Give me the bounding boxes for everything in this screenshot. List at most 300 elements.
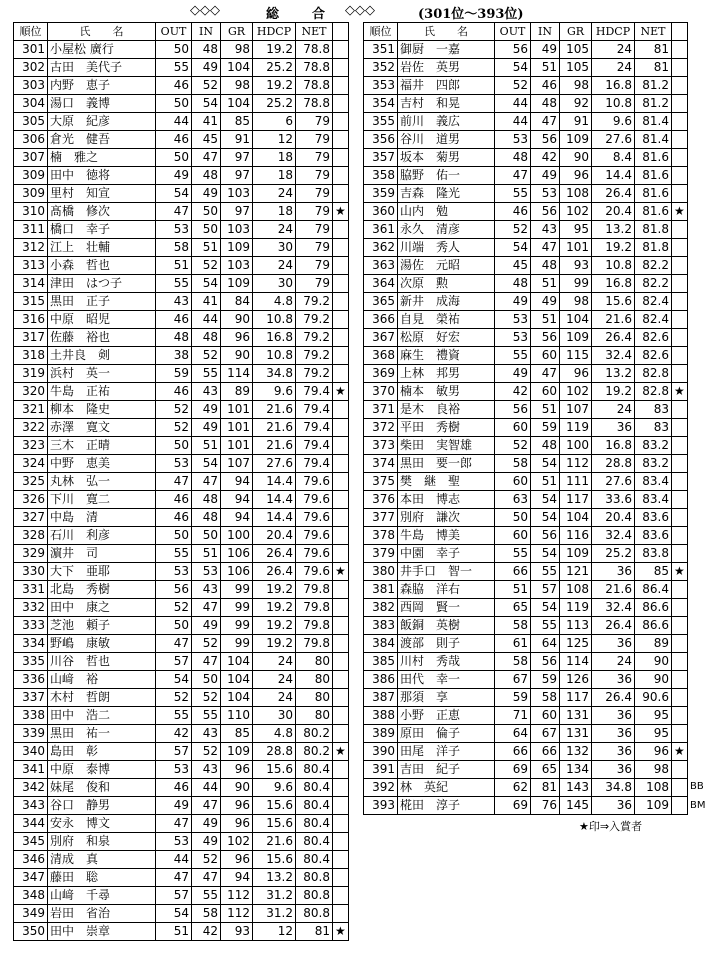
cell-net: 80.4 [296,761,333,779]
cell-name: 楠 雅之 [48,149,156,167]
cell-net: 79.8 [296,617,333,635]
cell-in: 66 [531,743,560,761]
cell-name: 丸林 弘一 [48,473,156,491]
cell-gr: 145 [560,797,592,815]
cell-name: 清成 真 [48,851,156,869]
table-row [14,59,349,77]
cell-name: 中島 清 [48,509,156,527]
cell-in: 51 [531,59,560,77]
cell-net: 79 [296,203,333,221]
cell-in: 50 [192,203,221,221]
cell-rank: 351 [364,41,398,59]
cell-rank: 326 [14,491,48,509]
cell-out: 48 [495,149,531,167]
cell-prize-mark [672,653,688,671]
cell-out: 55 [156,545,192,563]
cell-rank: 387 [364,689,398,707]
table-row [364,509,688,527]
header-rank: 順位 [14,23,48,41]
cell-hdcp: 19.2 [592,239,635,257]
cell-gr: 104 [221,671,253,689]
cell-hdcp: 24 [253,671,296,689]
cell-name: 次原 勲 [398,275,495,293]
cell-gr: 134 [560,761,592,779]
cell-name: 土井良 剣 [48,347,156,365]
cell-gr: 104 [221,689,253,707]
cell-hdcp: 9.6 [253,383,296,401]
cell-rank: 390 [364,743,398,761]
cell-in: 64 [531,635,560,653]
cell-in: 81 [531,779,560,797]
cell-prize-mark [333,131,349,149]
cell-gr: 94 [221,869,253,887]
cell-hdcp: 20.4 [592,509,635,527]
cell-in: 48 [531,257,560,275]
cell-net: 80.4 [296,779,333,797]
table-row [14,635,349,653]
table-row [14,401,349,419]
table-row [14,527,349,545]
cell-rank: 389 [364,725,398,743]
cell-rank: 311 [14,221,48,239]
cell-out: 47 [156,869,192,887]
cell-hdcp: 27.6 [592,473,635,491]
cell-name: 安永 博文 [48,815,156,833]
cell-name: 松原 好宏 [398,329,495,347]
cell-name: 藤田 聡 [48,869,156,887]
cell-net: 86.4 [635,581,672,599]
cell-gr: 84 [221,293,253,311]
cell-gr: 96 [221,761,253,779]
table-row [364,527,688,545]
table-row [364,599,688,617]
cell-out: 58 [156,239,192,257]
cell-in: 44 [192,779,221,797]
cell-net: 85 [635,563,672,581]
cell-hdcp: 24 [592,41,635,59]
cell-gr: 100 [221,527,253,545]
cell-name: 津田 はつ子 [48,275,156,293]
cell-name: 黒田 祐一 [48,725,156,743]
cell-prize-mark [333,221,349,239]
cell-rank: 333 [14,617,48,635]
cell-net: 80.8 [296,869,333,887]
cell-name: 大下 亜耶 [48,563,156,581]
header-out: OUT [495,23,531,41]
cell-name: 江上 壮輔 [48,239,156,257]
cell-name: 岩佐 英男 [398,59,495,77]
cell-name: 谷川 道男 [398,131,495,149]
cell-rank: 365 [364,293,398,311]
cell-hdcp: 24 [253,257,296,275]
cell-rank: 336 [14,671,48,689]
cell-gr: 106 [221,563,253,581]
cell-out: 52 [156,419,192,437]
cell-gr: 113 [560,617,592,635]
cell-out: 44 [156,851,192,869]
cell-rank: 329 [14,545,48,563]
cell-net: 78.8 [296,41,333,59]
side-label-bm: BM [690,800,706,811]
cell-name: 坂本 菊男 [398,149,495,167]
table-row [14,365,349,383]
table-row [14,743,349,761]
cell-in: 55 [192,365,221,383]
cell-in: 49 [531,41,560,59]
cell-out: 48 [156,329,192,347]
cell-rank: 366 [364,311,398,329]
cell-in: 47 [192,473,221,491]
cell-hdcp: 26.4 [592,185,635,203]
cell-prize-mark [333,653,349,671]
cell-prize-mark [672,257,688,275]
cell-out: 38 [156,347,192,365]
cell-name: 森脇 洋右 [398,581,495,599]
cell-hdcp: 36 [592,671,635,689]
cell-out: 53 [156,761,192,779]
cell-net: 81.6 [635,203,672,221]
cell-rank: 327 [14,509,48,527]
cell-out: 52 [156,599,192,617]
cell-hdcp: 26.4 [253,545,296,563]
table-row [364,347,688,365]
cell-rank: 340 [14,743,48,761]
table-row [14,923,349,941]
cell-net: 81.2 [635,77,672,95]
cell-gr: 112 [221,887,253,905]
cell-prize-mark [333,365,349,383]
header-gr: GR [560,23,592,41]
cell-hdcp: 36 [592,635,635,653]
table-row [14,887,349,905]
cell-net: 79 [296,131,333,149]
cell-in: 51 [531,275,560,293]
cell-prize-mark [333,689,349,707]
cell-prize-mark: ★ [672,383,688,401]
table-row [364,275,688,293]
cell-rank: 343 [14,797,48,815]
cell-out: 59 [156,365,192,383]
table-row [364,221,688,239]
cell-rank: 322 [14,419,48,437]
cell-in: 56 [531,131,560,149]
cell-in: 56 [531,329,560,347]
cell-out: 69 [495,761,531,779]
cell-out: 59 [495,689,531,707]
cell-net: 96 [635,743,672,761]
cell-name: 黒田 正子 [48,293,156,311]
cell-in: 54 [531,509,560,527]
table-row [364,779,688,797]
cell-prize-mark [333,851,349,869]
cell-name: 岩田 省治 [48,905,156,923]
cell-hdcp: 16.8 [592,275,635,293]
page-title [0,3,717,21]
cell-net: 82.4 [635,311,672,329]
cell-in: 58 [531,689,560,707]
cell-name: 飯銅 英樹 [398,617,495,635]
cell-rank: 350 [14,923,48,941]
cell-rank: 309 [14,185,48,203]
cell-prize-mark [672,329,688,347]
cell-hdcp: 21.6 [253,833,296,851]
cell-name: 三木 正晴 [48,437,156,455]
table-row [14,869,349,887]
cell-net: 109 [635,797,672,815]
cell-net: 86.6 [635,617,672,635]
cell-net: 82.2 [635,257,672,275]
cell-prize-mark: ★ [333,563,349,581]
cell-out: 49 [495,293,531,311]
cell-in: 49 [192,401,221,419]
table-row [14,185,349,203]
cell-net: 79.6 [296,563,333,581]
cell-hdcp: 21.6 [592,581,635,599]
cell-hdcp: 20.4 [253,527,296,545]
cell-prize-mark [672,725,688,743]
cell-net: 79.8 [296,581,333,599]
cell-in: 48 [192,509,221,527]
cell-hdcp: 26.4 [592,617,635,635]
cell-name: 濵井 司 [48,545,156,563]
cell-prize-mark [333,113,349,131]
cell-out: 60 [495,527,531,545]
cell-out: 52 [156,689,192,707]
cell-name: 山﨑 千尋 [48,887,156,905]
cell-name: 別府 謙次 [398,509,495,527]
header-in: IN [531,23,560,41]
cell-hdcp: 25.2 [592,545,635,563]
cell-gr: 119 [560,599,592,617]
cell-rank: 332 [14,599,48,617]
cell-hdcp: 19.2 [253,41,296,59]
cell-gr: 90 [560,149,592,167]
cell-gr: 107 [221,455,253,473]
cell-rank: 345 [14,833,48,851]
cell-name: 内野 恵子 [48,77,156,95]
cell-out: 55 [156,707,192,725]
cell-name: 中原 昭児 [48,311,156,329]
cell-name: 中野 恵美 [48,455,156,473]
cell-rank: 372 [364,419,398,437]
cell-hdcp: 30 [253,707,296,725]
cell-prize-mark: ★ [333,923,349,941]
header-hdcp: HDCP [253,23,296,41]
cell-net: 80 [296,707,333,725]
cell-prize-mark [672,275,688,293]
cell-hdcp: 21.6 [253,401,296,419]
cell-prize-mark: ★ [333,383,349,401]
cell-gr: 89 [221,383,253,401]
cell-hdcp: 24 [592,59,635,77]
cell-out: 50 [495,509,531,527]
cell-in: 54 [192,95,221,113]
cell-name: 田中 崇章 [48,923,156,941]
cell-name: 柴田 実智雄 [398,437,495,455]
cell-name: 永久 清彦 [398,221,495,239]
cell-in: 48 [192,167,221,185]
table-row [364,149,688,167]
cell-name: 椛田 淳子 [398,797,495,815]
cell-prize-mark [672,77,688,95]
cell-name: 牛島 正祐 [48,383,156,401]
cell-rank: 339 [14,725,48,743]
cell-in: 49 [192,185,221,203]
table-row [14,419,349,437]
table-row [14,221,349,239]
cell-net: 80 [296,653,333,671]
cell-rank: 301 [14,41,48,59]
cell-out: 52 [495,221,531,239]
cell-prize-mark: ★ [672,563,688,581]
cell-gr: 132 [560,743,592,761]
cell-net: 81.4 [635,113,672,131]
cell-name: 川端 秀人 [398,239,495,257]
cell-prize-mark [333,617,349,635]
cell-name: 芝池 頼子 [48,617,156,635]
table-row [364,797,688,815]
cell-hdcp: 31.2 [253,905,296,923]
cell-in: 54 [531,599,560,617]
table-row [364,581,688,599]
cell-prize-mark [333,869,349,887]
cell-hdcp: 19.2 [253,77,296,95]
cell-net: 81 [635,59,672,77]
cell-name: 浜村 英一 [48,365,156,383]
cell-name: 楠本 敏男 [398,383,495,401]
cell-in: 42 [531,149,560,167]
cell-net: 80 [296,689,333,707]
cell-gr: 104 [221,95,253,113]
cell-rank: 320 [14,383,48,401]
table-row [14,671,349,689]
title-word-2: 合 [312,7,326,22]
cell-prize-mark: ★ [672,203,688,221]
cell-hdcp: 32.4 [592,527,635,545]
table-row [14,311,349,329]
cell-net: 83.2 [635,455,672,473]
cell-gr: 96 [221,797,253,815]
cell-prize-mark [333,707,349,725]
cell-net: 80.4 [296,797,333,815]
cell-hdcp: 36 [592,563,635,581]
table-row [14,257,349,275]
cell-out: 54 [495,59,531,77]
cell-prize-mark [333,815,349,833]
table-row [364,707,688,725]
table-row [364,635,688,653]
cell-out: 58 [495,653,531,671]
cell-gr: 109 [560,545,592,563]
cell-net: 79.2 [296,329,333,347]
cell-hdcp: 26.4 [592,329,635,347]
cell-prize-mark [672,239,688,257]
cell-out: 55 [495,347,531,365]
cell-in: 56 [531,203,560,221]
cell-out: 53 [495,329,531,347]
cell-net: 90 [635,653,672,671]
cell-hdcp: 24 [253,653,296,671]
cell-gr: 131 [560,725,592,743]
header-prize-mark [333,23,349,41]
cell-hdcp: 33.6 [592,491,635,509]
cell-out: 64 [495,725,531,743]
cell-net: 78.8 [296,95,333,113]
cell-prize-mark [333,545,349,563]
cell-in: 59 [531,671,560,689]
cell-gr: 99 [221,617,253,635]
cell-out: 60 [495,419,531,437]
cell-out: 71 [495,707,531,725]
cell-out: 54 [156,185,192,203]
table-row [364,401,688,419]
cell-hdcp: 14.4 [253,473,296,491]
cell-net: 79.8 [296,599,333,617]
header-prize-mark [672,23,688,41]
cell-in: 51 [192,545,221,563]
cell-prize-mark [333,671,349,689]
cell-rank: 370 [364,383,398,401]
cell-net: 81 [296,923,333,941]
cell-net: 81.8 [635,221,672,239]
cell-rank: 377 [364,509,398,527]
table-row [14,293,349,311]
cell-rank: 338 [14,707,48,725]
cell-out: 50 [156,41,192,59]
cell-out: 56 [495,401,531,419]
cell-net: 83 [635,419,672,437]
cell-rank: 303 [14,77,48,95]
cell-gr: 101 [221,437,253,455]
cell-prize-mark [672,131,688,149]
cell-out: 47 [156,635,192,653]
cell-hdcp: 34.8 [592,779,635,797]
cell-hdcp: 9.6 [253,779,296,797]
cell-gr: 91 [560,113,592,131]
cell-net: 79.6 [296,509,333,527]
cell-out: 54 [495,239,531,257]
cell-hdcp: 28.8 [253,743,296,761]
table-row [14,113,349,131]
cell-gr: 104 [221,653,253,671]
cell-prize-mark [333,95,349,113]
cell-gr: 104 [560,509,592,527]
cell-hdcp: 6 [253,113,296,131]
cell-name: 谷口 静男 [48,797,156,815]
cell-in: 54 [531,545,560,563]
cell-net: 83.2 [635,437,672,455]
cell-rank: 305 [14,113,48,131]
cell-hdcp: 19.2 [592,383,635,401]
cell-in: 43 [192,383,221,401]
cell-rank: 325 [14,473,48,491]
table-row [14,833,349,851]
cell-prize-mark [672,617,688,635]
cell-gr: 131 [560,707,592,725]
cell-net: 89 [635,635,672,653]
cell-in: 51 [192,239,221,257]
cell-prize-mark [333,905,349,923]
table-row [14,563,349,581]
cell-hdcp: 36 [592,725,635,743]
table-row [364,455,688,473]
cell-out: 67 [495,671,531,689]
cell-prize-mark [672,41,688,59]
cell-hdcp: 24 [253,221,296,239]
cell-hdcp: 20.4 [592,203,635,221]
cell-net: 80.2 [296,725,333,743]
cell-net: 79 [296,239,333,257]
